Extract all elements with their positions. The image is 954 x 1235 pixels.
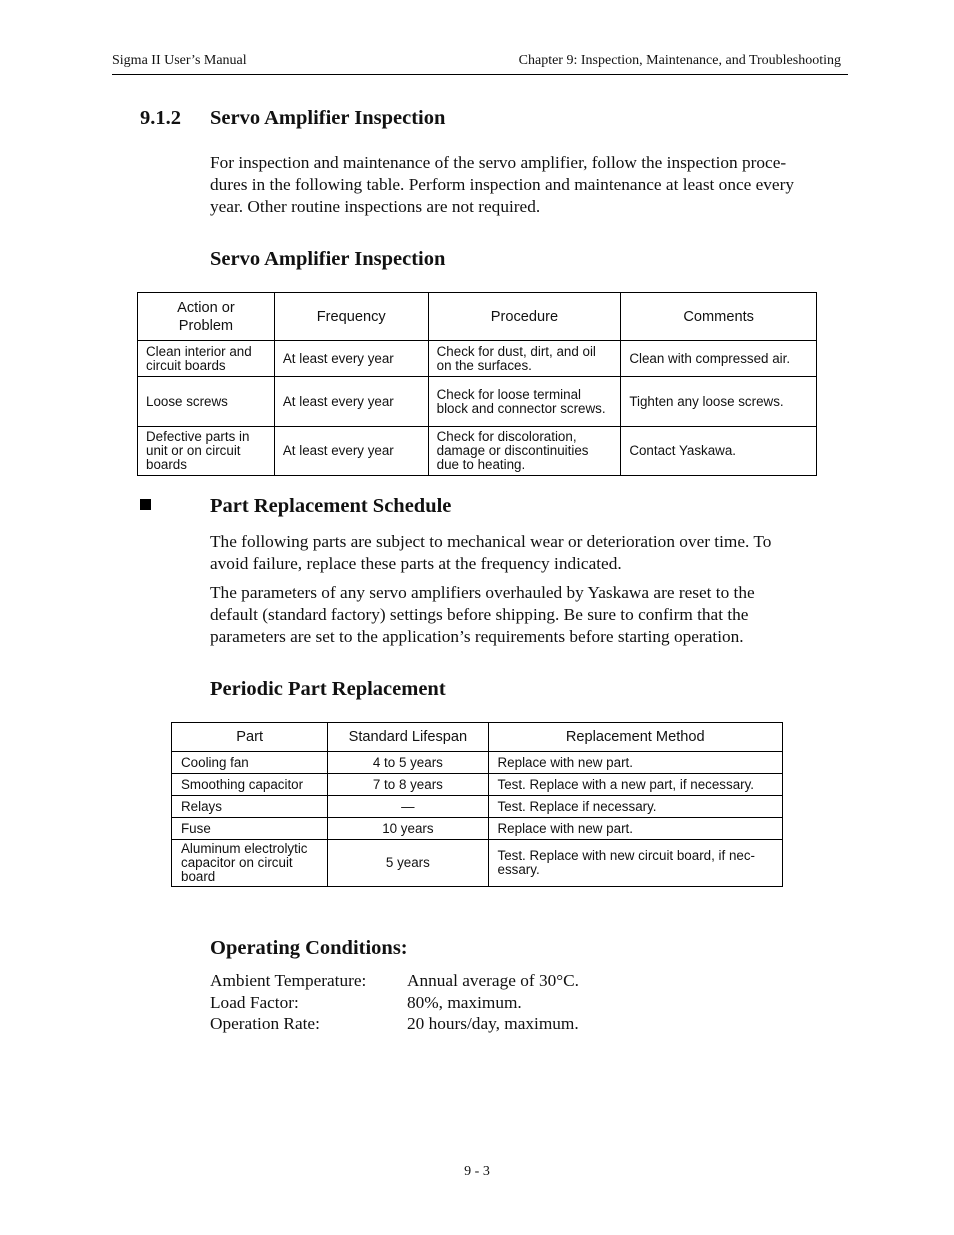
table-row: [172, 840, 783, 887]
table-cell: Fuse: [172, 818, 328, 840]
column-header: Procedure: [428, 293, 621, 341]
table-row: [172, 818, 783, 840]
table-cell: Clean interior and circuit boards: [138, 341, 275, 377]
square-bullet-icon: [140, 499, 151, 510]
condition-label: Operation Rate:: [210, 1014, 320, 1033]
subsection-title: Part Replacement Schedule: [210, 495, 452, 517]
operating-conditions-title: Operating Conditions:: [210, 937, 408, 959]
table-cell: Clean with compressed air.: [621, 341, 817, 377]
table-row: [138, 427, 817, 476]
paragraph-line: dures in the following table. Perform inspection and maintenance at least once every: [210, 175, 795, 194]
inspection-table-title: Servo Amplifier Inspection: [210, 248, 446, 270]
table-cell: Test. Replace with a new part, if necessary.: [488, 774, 783, 796]
table-cell: Replace with new part.: [488, 818, 783, 840]
paragraph-line: The following parts are subject to mechanical wear or deterioration over time. To: [210, 532, 772, 551]
table-cell: At least every year: [274, 377, 428, 427]
table-row: [172, 796, 783, 818]
column-header-label: Action or Problem: [177, 299, 235, 334]
table-cell: Check for dust, dirt, and oil on the surfaces.: [428, 341, 621, 377]
table-cell: Tighten any loose screws.: [621, 377, 817, 427]
table-row: [172, 752, 783, 774]
running-header-left: Sigma II User’s Manual: [112, 53, 247, 68]
table-cell: At least every year: [274, 427, 428, 476]
table-cell: At least every year: [274, 341, 428, 377]
condition-label: Ambient Temperature:: [210, 971, 367, 990]
table-cell: Defective parts in unit or on circuit boards: [138, 427, 275, 476]
column-header: Standard Lifespan: [328, 723, 488, 752]
table-cell: 7 to 8 years: [328, 774, 488, 796]
running-header-right: Chapter 9: Inspection, Maintenance, and Troubleshooting: [518, 53, 841, 68]
condition-value: 20 hours/day, maximum.: [407, 1014, 579, 1033]
parts-table-title: Periodic Part Replacement: [210, 678, 446, 700]
parts-table: [171, 722, 783, 887]
table-cell: Aluminum electrolytic capacitor on circuit board: [172, 840, 328, 887]
table-cell: —: [328, 796, 488, 818]
table-cell: Loose screws: [138, 377, 275, 427]
schedule-paragraph-2: [210, 582, 842, 648]
table-cell: 5 years: [328, 840, 488, 887]
condition-value: 80%, maximum.: [407, 993, 522, 1012]
intro-paragraph: [210, 152, 842, 218]
paragraph-line: default (standard factory) settings before shipping. Be sure to confirm that the: [210, 605, 749, 624]
condition-label: Load Factor:: [210, 993, 299, 1012]
paragraph-line: The parameters of any servo amplifiers overhauled by Yaskawa are reset to the: [210, 583, 755, 602]
section-title: Servo Amplifier Inspection: [210, 107, 446, 129]
paragraph-line: avoid failure, replace these parts at the frequency indicated.: [210, 554, 622, 573]
column-header: Frequency: [274, 293, 428, 341]
column-header: Replacement Method: [488, 723, 783, 752]
header-divider: [112, 74, 848, 75]
table-cell: Replace with new part.: [488, 752, 783, 774]
table-cell: Relays: [172, 796, 328, 818]
table-cell: Test. Replace if necessary.: [488, 796, 783, 818]
table-cell: Cooling fan: [172, 752, 328, 774]
column-header: Part: [172, 723, 328, 752]
table-cell: 4 to 5 years: [328, 752, 488, 774]
column-header: [138, 293, 275, 341]
column-header: Comments: [621, 293, 817, 341]
table-cell: Test. Replace with new circuit board, if nec-essary.: [488, 840, 783, 887]
table-header-row: [172, 723, 783, 752]
table-row: [172, 774, 783, 796]
paragraph-line: year. Other routine inspections are not required.: [210, 197, 541, 216]
table-cell: Check for discoloration, damage or discontinuities due to heating.: [428, 427, 621, 476]
table-cell: Smoothing capacitor: [172, 774, 328, 796]
page-number: 9 - 3: [464, 1164, 490, 1179]
table-cell: 10 years: [328, 818, 488, 840]
inspection-table: [137, 292, 817, 476]
paragraph-line: parameters are set to the application’s requirements before starting operation.: [210, 627, 744, 646]
table-cell: Check for loose terminal block and connector screws.: [428, 377, 621, 427]
schedule-paragraph-1: [210, 531, 842, 575]
paragraph-line: For inspection and maintenance of the servo amplifier, follow the inspection proce-: [210, 153, 787, 172]
table-cell: Contact Yaskawa.: [621, 427, 817, 476]
section-number: 9.1.2: [140, 107, 181, 129]
table-row: [138, 377, 817, 427]
table-row: [138, 341, 817, 377]
table-header-row: [138, 293, 817, 341]
condition-value: Annual average of 30°C.: [407, 971, 579, 990]
